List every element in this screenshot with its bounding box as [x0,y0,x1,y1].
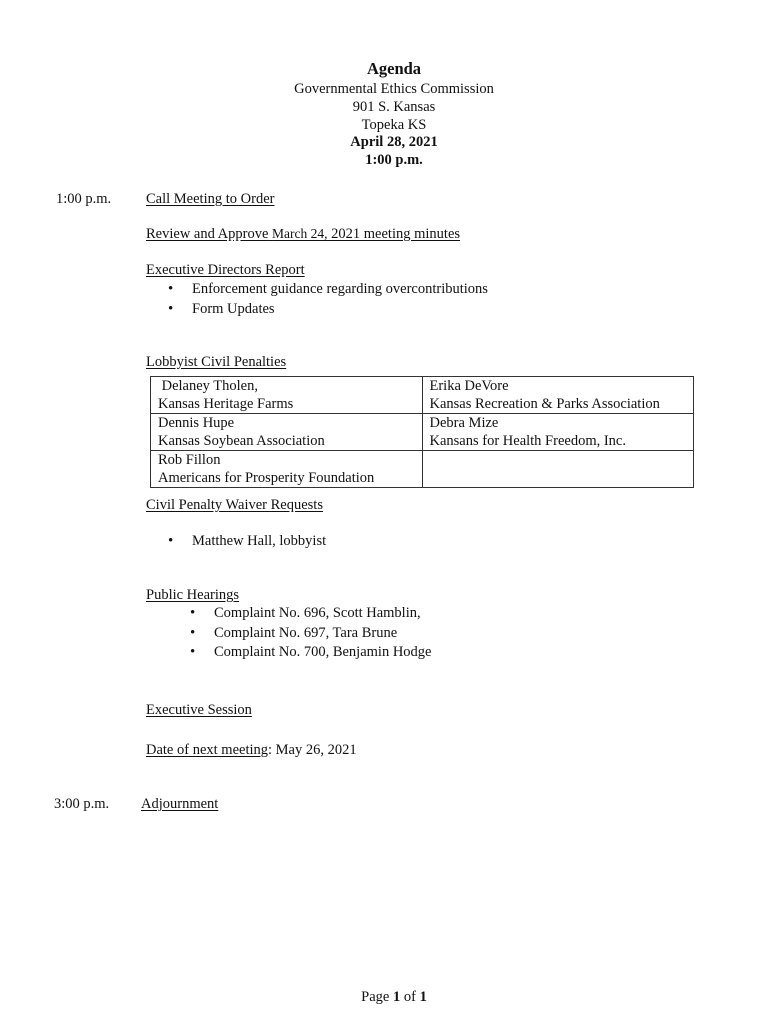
lobbyist-name: Rob Fillon [158,452,221,468]
lobbyist-name: Delaney Tholen, [158,378,258,394]
executive-session-item: Executive Session [146,702,252,718]
end-time: 3:00 p.m. [54,796,110,812]
lobbyist-org: Kansas Heritage Farms [158,396,294,412]
lobbyist-penalties-heading: Lobbyist Civil Penalties [146,354,287,370]
director-report-heading: Executive Directors Report [146,262,305,278]
page-of: of [400,989,420,1005]
waiver-requests-heading: Civil Penalty Waiver Requests [146,497,323,513]
lobbyist-org: Americans for Prosperity Foundation [158,470,375,486]
approve-minutes-item [146,225,460,243]
lobbyist-org: Kansas Soybean Association [158,433,325,449]
minutes-prefix: Review and Approve [146,226,269,242]
organization-name: Governmental Ethics Commission [294,81,494,97]
director-report-list [168,280,488,319]
list-item: • Form Updates [168,300,488,320]
meeting-date: April 28, 2021 [350,134,438,150]
start-time: 1:00 p.m. [56,191,112,207]
address-line: 901 S. Kansas [352,99,436,115]
page-word: Page [361,989,393,1005]
list-item: • Complaint No. 697, Tara Brune [190,624,431,644]
waiver-requests-list [168,532,326,552]
lobbyist-name: Erika DeVore [429,378,509,394]
lobbyist-org: Kansans for Health Freedom, Inc. [429,433,626,449]
public-hearings-list [190,604,431,663]
list-item: • Complaint No. 700, Benjamin Hodge [190,643,431,663]
public-hearings-heading: Public Hearings [146,587,240,603]
page-total: 1 [419,989,427,1005]
table-cell [151,451,423,488]
list-item: • Matthew Hall, lobbyist [168,532,326,552]
table-cell [151,414,423,451]
table-cell [422,414,694,451]
list-item: • Enforcement guidance regarding overcontributions [168,280,488,300]
lobbyist-org: Kansas Recreation & Parks Association [429,396,660,412]
page-current: 1 [392,989,401,1005]
adjournment-item: Adjournment [141,796,219,812]
table-row [151,377,694,414]
table-cell [422,451,694,488]
city-line: Topeka KS [361,117,427,133]
lobbyist-name: Debra Mize [429,415,499,431]
table-cell [422,377,694,414]
next-meeting-line [146,741,357,759]
table-row [151,414,694,451]
next-meeting-label: Date of next meeting [146,742,268,758]
table-row [151,451,694,488]
lobbyist-name: Dennis Hupe [158,415,235,431]
agenda-title: Agenda [366,59,422,78]
minutes-suffix: 2021 meeting minutes [327,226,461,242]
meeting-time: 1:00 p.m. [365,152,423,168]
table-cell [151,377,423,414]
next-meeting-date: : May 26, 2021 [268,742,357,758]
call-to-order-item: Call Meeting to Order [146,191,275,207]
list-item: • Complaint No. 696, Scott Hamblin, [190,604,431,624]
lobbyist-penalties-table [150,376,694,488]
minutes-date: March 24, [272,226,328,241]
page-number [0,989,770,1006]
